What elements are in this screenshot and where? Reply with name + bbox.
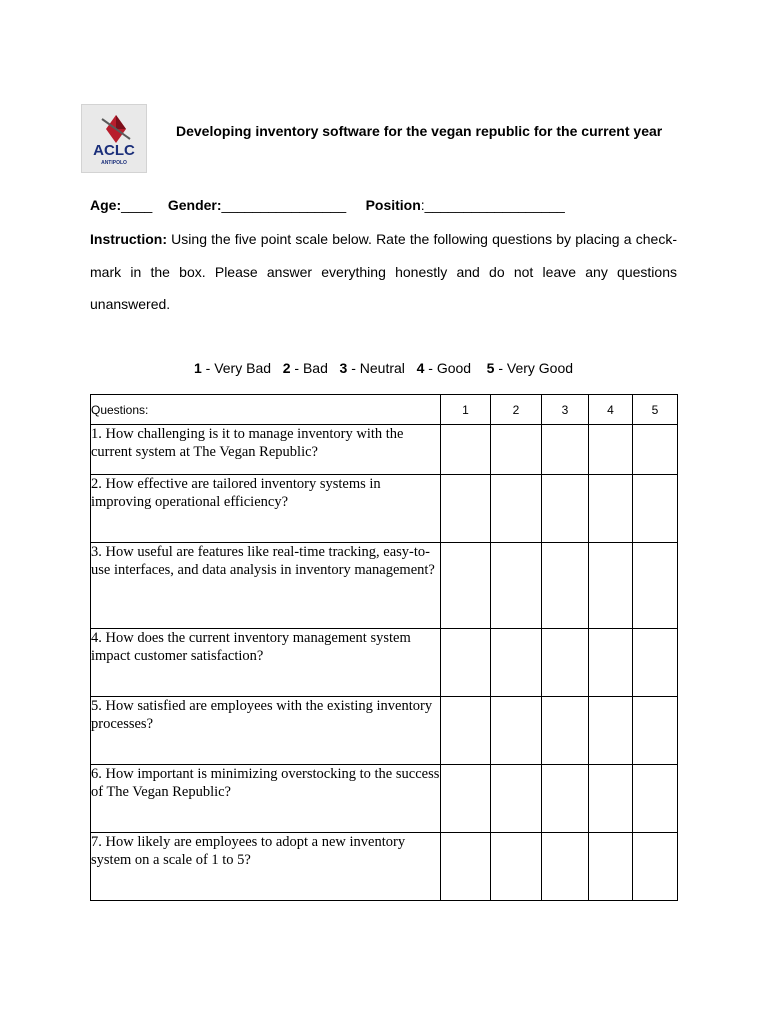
- rating-checkbox-cell[interactable]: [633, 833, 678, 901]
- scale-label-1: - Very Bad: [201, 360, 272, 376]
- rating-checkbox-cell[interactable]: [441, 765, 491, 833]
- scale-label-2: - Bad: [290, 360, 328, 376]
- rating-checkbox-cell[interactable]: [633, 697, 678, 765]
- table-row: [91, 425, 678, 475]
- rating-checkbox-cell[interactable]: [491, 543, 542, 629]
- question-cell: 7. How likely are employees to adopt a new inventory system on a scale of 1 to 5?: [91, 833, 441, 901]
- rating-checkbox-cell[interactable]: [589, 425, 633, 475]
- rating-checkbox-cell[interactable]: [542, 543, 589, 629]
- rating-checkbox-cell[interactable]: [441, 833, 491, 901]
- rating-checkbox-cell[interactable]: [491, 833, 542, 901]
- scale-num-4: 4: [416, 360, 425, 376]
- rating-checkbox-cell[interactable]: [491, 765, 542, 833]
- instruction-label: Instruction:: [90, 231, 167, 247]
- rating-checkbox-cell[interactable]: [589, 629, 633, 697]
- rating-checkbox-cell[interactable]: [441, 629, 491, 697]
- logo-text: ACLC: [93, 142, 135, 159]
- rating-checkbox-cell[interactable]: [542, 475, 589, 543]
- rating-checkbox-cell[interactable]: [491, 697, 542, 765]
- rating-column-header-3: 3: [542, 395, 589, 425]
- rating-scale-legend: [90, 360, 677, 376]
- rating-checkbox-cell[interactable]: [633, 543, 678, 629]
- rating-checkbox-cell[interactable]: [441, 475, 491, 543]
- scale-label-3: - Neutral: [347, 360, 405, 376]
- age-blank: ____: [121, 197, 153, 213]
- rating-checkbox-cell[interactable]: [491, 475, 542, 543]
- respondent-info-line: [90, 197, 565, 213]
- rating-column-header-4: 4: [589, 395, 633, 425]
- age-label: Age:: [90, 197, 122, 213]
- rating-checkbox-cell[interactable]: [441, 543, 491, 629]
- rating-table: [90, 394, 678, 901]
- table-row: [91, 629, 678, 697]
- position-label: Position: [365, 197, 421, 213]
- scale-label-5: - Very Good: [494, 360, 574, 376]
- rating-checkbox-cell[interactable]: [633, 629, 678, 697]
- scale-num-3: 3: [339, 360, 348, 376]
- table-row: [91, 697, 678, 765]
- question-cell: 5. How satisfied are employees with the existing inventory processes?: [91, 697, 441, 765]
- scale-num-1: 1: [193, 360, 202, 376]
- table-header-row: [91, 395, 678, 425]
- rating-checkbox-cell[interactable]: [589, 833, 633, 901]
- position-blank: :__________________: [420, 197, 565, 213]
- gender-label: Gender:: [167, 197, 222, 213]
- rating-checkbox-cell[interactable]: [589, 543, 633, 629]
- question-cell: 3. How useful are features like real-time tracking, easy-to-use interfaces, and data analysis in inventory management?: [91, 543, 441, 629]
- rating-column-header-5: 5: [633, 395, 678, 425]
- questions-column-header: Questions:: [91, 395, 441, 425]
- scale-label-4: - Good: [424, 360, 472, 376]
- document-title: Developing inventory software for the vegan republic for the current year: [176, 123, 663, 139]
- question-cell: 4. How does the current inventory management system impact customer satisfaction?: [91, 629, 441, 697]
- rating-checkbox-cell[interactable]: [633, 425, 678, 475]
- rating-checkbox-cell[interactable]: [589, 475, 633, 543]
- question-cell: 6. How important is minimizing overstocking to the success of The Vegan Republic?: [91, 765, 441, 833]
- rating-checkbox-cell[interactable]: [441, 697, 491, 765]
- rating-checkbox-cell[interactable]: [542, 425, 589, 475]
- scale-num-5: 5: [486, 360, 495, 376]
- table-row: [91, 543, 678, 629]
- instruction-text: Using the five point scale below. Rate the following questions by placing a check-mark in the box. Please answer everything honestly and do not leave any questions unanswered.: [90, 231, 677, 312]
- table-row: [91, 765, 678, 833]
- table-row: [91, 475, 678, 543]
- rating-checkbox-cell[interactable]: [589, 697, 633, 765]
- rating-checkbox-cell[interactable]: [542, 629, 589, 697]
- rating-checkbox-cell[interactable]: [542, 765, 589, 833]
- rating-checkbox-cell[interactable]: [589, 765, 633, 833]
- question-cell: 1. How challenging is it to manage inventory with the current system at The Vegan Republic?: [91, 425, 441, 475]
- rating-column-header-2: 2: [491, 395, 542, 425]
- rating-checkbox-cell[interactable]: [491, 425, 542, 475]
- gender-blank: ________________: [221, 197, 347, 213]
- scale-num-2: 2: [282, 360, 291, 376]
- rating-checkbox-cell[interactable]: [441, 425, 491, 475]
- rating-column-header-1: 1: [441, 395, 491, 425]
- table-row: [91, 833, 678, 901]
- logo-subtext: ANTIPOLO: [101, 160, 127, 166]
- instruction-paragraph: [90, 223, 677, 321]
- rating-checkbox-cell[interactable]: [542, 697, 589, 765]
- question-cell: 2. How effective are tailored inventory systems in improving operational efficiency?: [91, 475, 441, 543]
- rating-checkbox-cell[interactable]: [542, 833, 589, 901]
- rating-checkbox-cell[interactable]: [633, 765, 678, 833]
- aclc-logo: [81, 104, 147, 173]
- rating-checkbox-cell[interactable]: [491, 629, 542, 697]
- rating-checkbox-cell[interactable]: [633, 475, 678, 543]
